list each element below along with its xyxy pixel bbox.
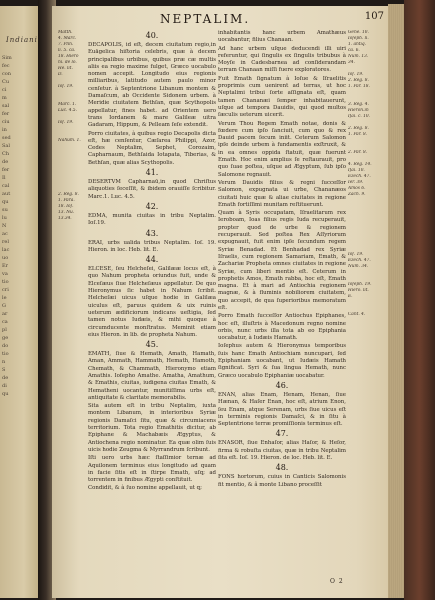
left-page-fragment: ge [2, 335, 9, 341]
left-page-fragment: n [2, 359, 6, 365]
entry-number: 47. [275, 429, 289, 439]
left-page-fragment: ca [2, 319, 8, 325]
marginal-note: 7. Plin. [58, 42, 74, 47]
marginal-note: Num. 34. [348, 264, 369, 269]
marginal-note: 18. Ioſ. [58, 204, 74, 209]
left-page-fragment: lac [2, 247, 10, 253]
right-column [218, 30, 346, 490]
left-page-fragment: con [2, 71, 12, 77]
left-page-fragment: Cu [2, 79, 10, 85]
running-head [60, 10, 386, 28]
marginal-note: Ioſ. 19. [348, 252, 364, 257]
left-page-sliver [0, 6, 40, 598]
marginal-note: 1. Para. [58, 198, 75, 203]
left-page-fragment: cri [2, 287, 9, 293]
marginal-note: 2. Par. 8. [348, 150, 368, 155]
entry-paragraph: Ioſephus autem & Hieronymus temporibus ſuis hanc Emath Antiochiam nuncupari, ſed Epiphaniam uocabant, ut Iudæis Hamath ſignificat. Syri & ſua lingua Hemath, nunc Græco uocabulo Epiphaniæ uocabatur. [218, 343, 346, 379]
marginal-note: Ier. 39. [348, 180, 364, 185]
left-page-fragment: aut [2, 191, 11, 197]
left-page-fragment: pl [2, 327, 7, 333]
marginal-note: Luc. 4.5. [58, 108, 77, 113]
left-page-fragment: cal [2, 183, 10, 189]
right-marginal-notes [348, 30, 378, 318]
page-number: 107 [364, 11, 384, 22]
entry-number: 41. [145, 168, 159, 178]
left-page-fragment: S [2, 367, 6, 373]
marginal-note: 1. antiq. [348, 42, 367, 47]
marginal-note: 2. Reg. 8. [58, 192, 79, 197]
left-column [88, 30, 216, 494]
entry-number: 43. [145, 228, 159, 238]
entry-paragraph: DECAPOLIS, id eſt, decem ciuitatum regio,in Euāgelica hiſtoria celebris, quæ à decem principalibus urbibus, quibus præ cæ multis aliis ea regio maxime fulget, Græco uocabulo nomen accepit. Longitudo eius regionis milliaribus, latitudo autem paulo minor cenſetur. à Septentrione Libanum montem & Damaſcum, ab Occidente Sidonem urbem. à Meridie ciuitatem Bethſan, quæ Scythopolis appellatur, fines habet. ad Orientem uero trans Iordanem & mare Galileæ uitra Gadaram, Hippum, & Pelleam ſeſe extendit. [88, 42, 216, 129]
entry-paragraph: Verum Thou Regem Emath notae, donis & fœdere cum ipſo ſanciuit, cum quo & rex Dauid pacem ſecum iniit. Ceterum Salomon ipſe deinde urbem à fundamentis exſtruxit, & in ea omnes oppida ſtatuit, quæ fuerunt Emath. Hoc enim amplius ſe reſtaurauit, pro quo ſuae poſtea, uſque ad Ægyptum, ſub ipſo Salomone regnauit. [218, 120, 346, 178]
marginal-note: Marc. 1. [58, 102, 77, 107]
marginal-note: Iſai. c. 10. [348, 114, 370, 119]
left-page-fragment: sed [2, 135, 11, 141]
marginal-note: Nahum. 1. [58, 138, 81, 143]
signature-mark: O 2 [330, 578, 344, 585]
left-page-fragment: uo [2, 255, 9, 261]
left-page-fragment: G [2, 303, 6, 309]
entry-paragraph: Porro ciuitates, à quibus regio Decapolis dicta eſt, hæ cenſentur, Cæſarea Philippi, Azor, Cedes Neptalim, Sephet, Corozaim, Capharnaum, Bethſaida Iotapata, Tiberias, & Bethſan, quæ alias Scythopolis. [88, 130, 216, 166]
left-page-fragment: Er [2, 263, 9, 269]
marginal-note: 3. Reg. 4. [348, 102, 369, 107]
marginal-note: Ioſ. 19. [58, 120, 74, 125]
marginal-note: Zach. 9. [348, 192, 366, 197]
marginal-note: ni. de lo. [58, 60, 77, 65]
left-page-fragment: Sal [2, 143, 11, 149]
left-page-fragment: va [2, 271, 8, 277]
left-page-fragment: ciu [2, 119, 10, 125]
marginal-note: Ioſ. 19. [58, 84, 74, 89]
entry-paragraph: Verum Dauidis filius & regni ſucceſſor Salomon, expugnata ui urbe, Chananæos ciuitati huic quæ & aliae ciuitates in regione Emath fortiſſimi munitam reſtituerunt. [218, 179, 346, 208]
marginal-note: 34. [348, 60, 355, 65]
left-page-fragment: ar [2, 311, 8, 317]
marginal-note: Matth. [58, 30, 73, 35]
left-page-fragment: qu [2, 199, 9, 205]
entry-paragraph: Condidit, & à ſuo nomine appellauit, ut q; [88, 485, 202, 492]
entry-number: 40. [145, 31, 159, 40]
left-page-fragment: su [2, 207, 8, 213]
marginal-note: He. lit. [58, 66, 73, 71]
entry-paragraph: inhabitantis hanc urbem Amathæus uocabantur, filius Chanaan. [218, 30, 346, 44]
marginal-note: ca. 6. [348, 48, 360, 53]
marginal-note: 13. Nu. [58, 210, 75, 215]
marginal-note: Amos 6. [348, 186, 366, 191]
marginal-note: Hieron.in [348, 108, 369, 113]
left-page-fragment: fer [2, 111, 10, 117]
marginal-note: Hiero. lit. [348, 288, 369, 293]
entry-number: 44. [145, 255, 159, 265]
marginal-note: Ezech. 47. [348, 258, 371, 263]
entry-paragraph: DESERTVM Capharnaū,in quod Chriſtus aliquoties ſeceſſit, & ibidem orauiſſe ſcribitur. Marc.1. Luc. 4.5. [88, 179, 216, 200]
marginal-note: 18. Hiero [58, 54, 79, 59]
marginal-note: Num. 13. [348, 54, 369, 59]
left-page-fragment: sal [2, 103, 10, 109]
marginal-note: Ioſeph. 19. [348, 282, 372, 287]
marginal-note: Iſai. 10. [348, 168, 365, 173]
left-page-fragment: Il [2, 175, 6, 181]
marginal-note: Ioſ. 19. [348, 72, 364, 77]
left-page-fragment: Sim [2, 55, 12, 61]
entry-number: 45. [145, 340, 159, 350]
left-page-heading: Indiani [6, 36, 38, 44]
left-page-fragment: m [2, 95, 7, 101]
entry-paragraph: EMATH, ſiue & Hemath, Amath, Hamath, Aman, Ammath, Hammath, Hemath, Hamoth, Chemath, & Chammath, Hieronymo etiam Amathis. Ioſepho Amathe. Amatha, Amathum, & Emathis, ciuitas, iudigena ciuitas Emath, & Hematheni uocantur, munitiſſima urbs eſt, antiquitate & claritate memorabilis. [88, 351, 216, 401]
marginal-note: Gene. 10. [348, 30, 369, 35]
entry-paragraph: ELCESE, ſeu Helcheſei, Galilææ locus eſt, à quo Nahum propheta oriundus fuit, unde & Elceſæus ſiue Helcheſæus appellatur. De quo Hieronymus ſic habet in Nahum ſcribit. Helcheſæi uicus uſque hodie in Galilæa uiculus eſt, paruus quidem & uix ruinis ueterum ædificiorum indicans ueſtigia, ſed tamen notus Iudæis, & mihi quoque à circumducente monſtratus. Meminit etiam eius Hieron. in lib. de propheta Nahum. [88, 266, 216, 338]
marginal-note: 2. Reg. 8. [348, 126, 369, 131]
left-page-fragment: de [2, 375, 9, 381]
left-page-fragment: fer [2, 167, 10, 173]
book-cover [404, 0, 435, 600]
left-page-fragment: tio [2, 279, 9, 285]
left-page-text [2, 54, 38, 398]
marginal-note: 4. Reg. 14. [348, 162, 372, 167]
left-page-fragment: ac [2, 231, 8, 237]
left-page-fragment: lu [2, 215, 7, 221]
entry-number: 48. [275, 463, 289, 473]
entry-number: 42. [145, 201, 159, 211]
left-page-fragment: tio [2, 351, 9, 357]
marginal-note: E. [348, 294, 353, 299]
entry-paragraph: Sita autem eſt in tribu Neptalim, iuxta montem Libanum, in interioribus Syriæ regionis Damaſci ſitu, quæ & circumiacens territorium. Tota regio Emathitis dicitur, ab Epiphane & Machabæis Ægyptus, & Antiochena regio nominatur. Ea quæ olim ſuis uicis hodie Zeugma & Myrrandrum ſcribunt. [88, 403, 216, 453]
left-page-fragment: de [2, 159, 9, 165]
left-marginal-notes [58, 30, 88, 222]
entry-number: 46. [275, 380, 289, 390]
entry-paragraph: Porro Emath ſucceſſor Antiochus Epiphanes, hoc eſt, illuſtris à Macedonum regno nomine orbis, nunc urbs illa tota ab eo Epiphania uocabatur, à Iudæis Hamath. [218, 313, 346, 342]
left-page-fragment: qu [2, 391, 9, 397]
entry-paragraph: Ad hanc urbem uſque deducendi illi uiri referuntur, qui ſingulis ex ſingulis tribubus à Moyſe in Cadesbarnea ad conſiderandam terram Chanaan miſſi fuere exploratores. [218, 45, 346, 74]
left-page-fragment: in [2, 127, 7, 133]
left-page-fragment: do [2, 343, 9, 349]
left-page-fragment: fec [2, 63, 10, 69]
entry-paragraph: ENAN, alias Enam, Henam, Henan, ſiue Hænan, & Haſer Enan, hoc eſt, atrium Enon, ſeu Enam, atque Serenam, urbs ſiue uicus eſt in terminis regionis Damaſci, & in ſitu à Septentrione terræ promiſſionis terminus eſt. [218, 391, 346, 428]
left-page-fragment: N [2, 223, 7, 229]
marginal-note: 13.34. [58, 216, 72, 221]
left-page-fragment: le [2, 295, 7, 301]
marginal-note: D. [58, 72, 63, 77]
entry-paragraph: EDMA, munita ciuitas in tribu Neptalim. Ioſ.19. [88, 212, 216, 227]
left-page-fragment: rel [2, 239, 9, 245]
marginal-note: 4. Marc. [58, 36, 77, 41]
marginal-note: 1. Par. 18. [348, 84, 370, 89]
page-title: NEPTALIM. [160, 12, 251, 26]
entry-paragraph: ENASOR, ſiue Enhaſor, alias Haſor, & Heſor, firma & robuſta ciuitas, quæ in tribu Neptalim ſita eſt. Ioſ. 19. Hieron. de loc. Heb. lit. E. [218, 440, 346, 462]
marginal-note: Cant. 4. [348, 312, 366, 317]
entry-paragraph: Fuit Emath ſignatum à Ioſue & Iſraelitis proprimis cum uenirent ad terras, ut hoc Neptalimi tribui ſorte aſſignata eſt, quam tamen Chananæi ſemper inhabitauerunt, uſque ad tempora Dauidis, qui quod multos ſæculis ueterum uicerit. [218, 75, 346, 119]
marginal-note: Ezech. 47. [348, 174, 371, 179]
left-page-fragment: ci [2, 87, 7, 93]
entry-paragraph: Quam à Syris occupatam, Iſraelitarum rex Ieroboam, Ioas filius regis Iuda recuperauit, propter quod de urbe & regionem recuperauit. Sed poſtea Rex Aſſyriorum expugnauit, fuit enim ipſe ſecundum regem Syriæ Benadad. Et Benhadad rex Syriæ Iſraelis, cum regionem Samariam, Emath, & Zachariæ Propheta omnes ciuitates in regione Syriæ, cum liberi mentio eſt. Ceterum in prophetis Amos, Emath rabba, hoc eſt, Emath magna. Et à mari ad Antiochia regionem magnæ, & à fluminis nobiliorem ciuitatem, quo accepit, de qua ſuperioribus memoratum eſt. [218, 210, 346, 311]
entry-paragraph: FONS hortorum, cuius in Canticis Salomonis fit mentio, & â monte Libano proceſſit [218, 474, 346, 488]
left-page-fragment: Ch [2, 151, 10, 157]
marginal-note: li. 5. ca. [58, 48, 76, 53]
left-page-fragment: di [2, 383, 7, 389]
marginal-note: 2. Reg. 8. [348, 78, 369, 83]
marginal-note: Ioſeph. li. [348, 36, 369, 41]
entry-paragraph: ERAI, urbs ualida tribus Neptalim. Ioſ. 19. Hieron. in loc. Heb. lit. E. [88, 239, 216, 253]
entry-paragraph: Iſti uero urbs hæc ſtaſſimior ternæ ad Aquilonem terminus eius longitudo ad quam in facie ſitis eſt in ſtirpe Emath, uſq; ad torrentem in finibus Ægypti conſtituit. [88, 455, 216, 484]
marginal-note: 1. Par. 8. [348, 132, 368, 137]
